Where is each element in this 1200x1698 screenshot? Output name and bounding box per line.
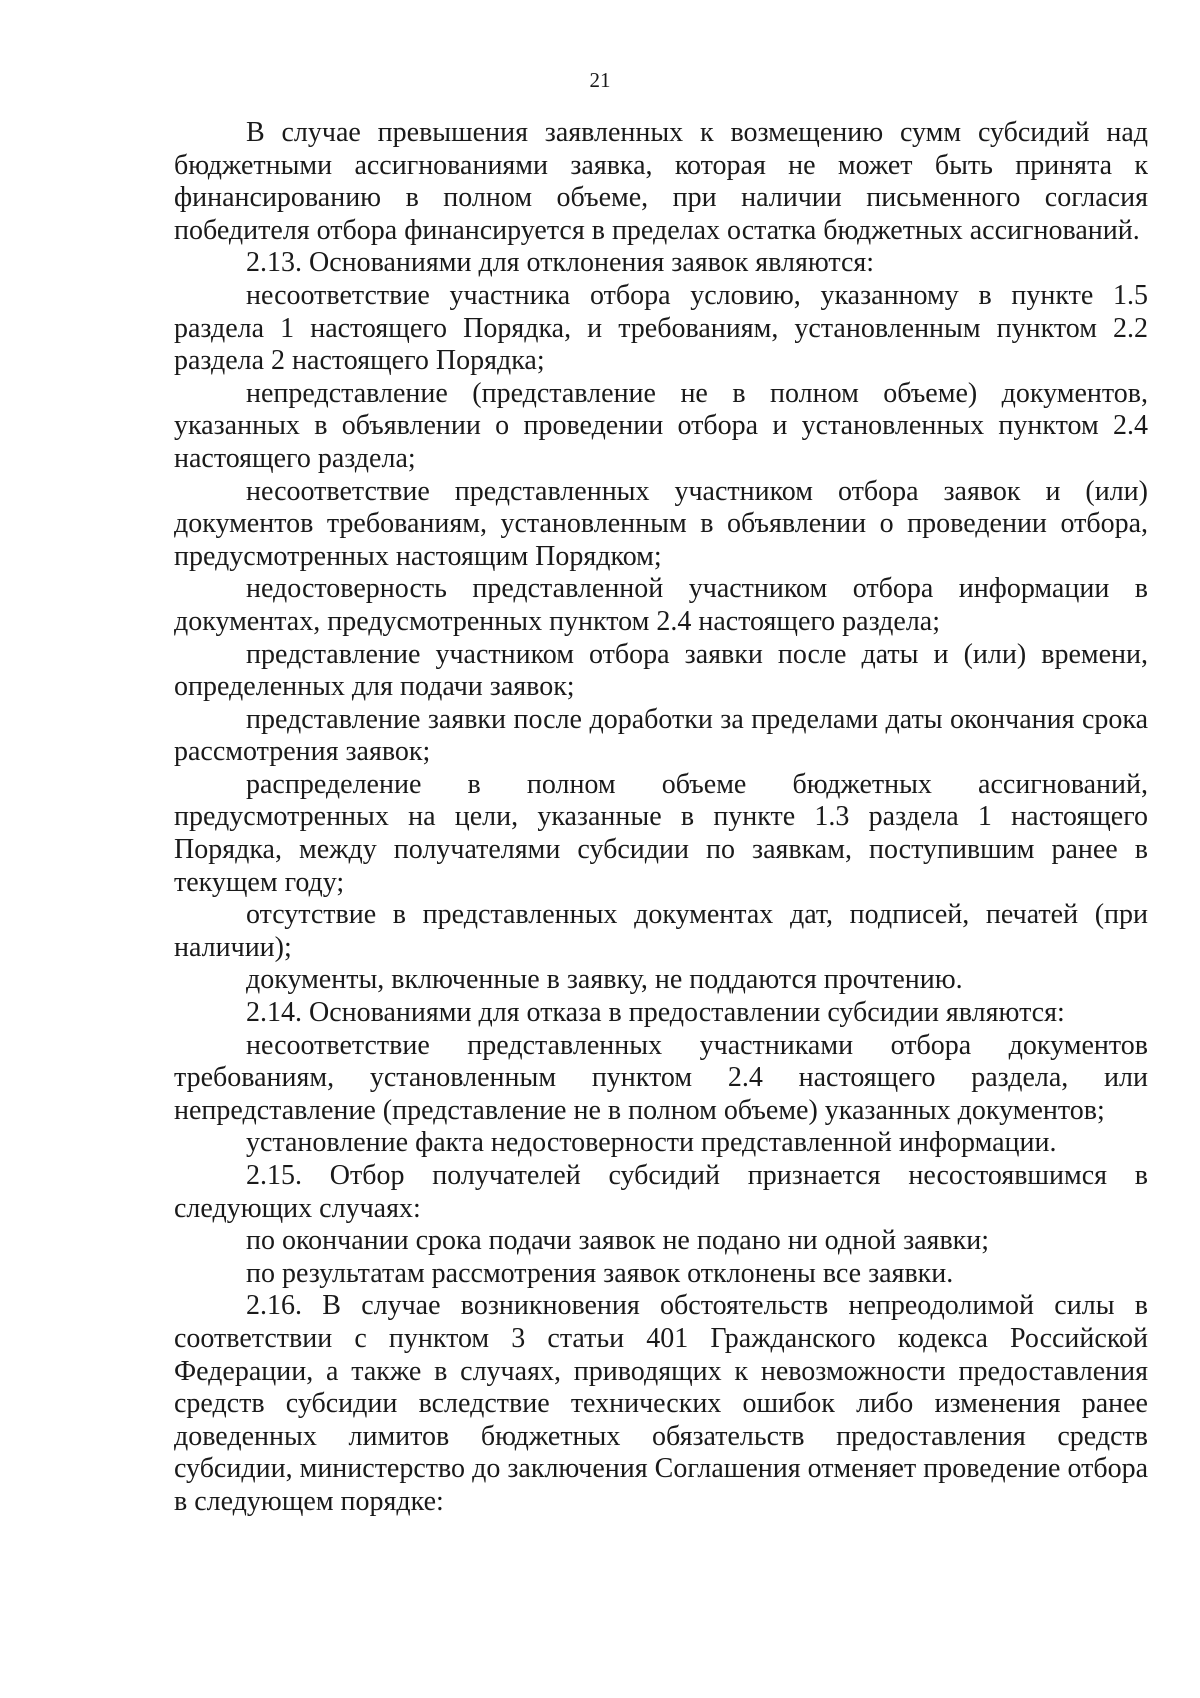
paragraph-2-14-heading: 2.14. Основаниями для отказа в предоставлении субсидии являются: <box>246 997 1065 1029</box>
page-number: 21 <box>589 68 611 92</box>
list-item: непредставление (представление не в полном объеме) документов, указанных в объявлении о проведении отбора и установленных пунктом 2.4 настоящего раздела; <box>174 377 1148 474</box>
document-body <box>174 117 1148 1519</box>
list-item: представление участником отбора заявки после даты и (или) времени, определенных для подачи заявок; <box>174 638 1148 703</box>
list-item: распределение в полном объеме бюджетных ассигнований, предусмотренных на цели, указанные в пункте 1.3 раздела 1 настоящего Порядка, между получателями субсидии по заявкам, поступившим ранее в текущем году; <box>174 768 1148 898</box>
list-item: недостоверность представленной участником отбора информации в документах, предусмотренных пунктом 2.4 настоящего раздела; <box>174 573 1148 637</box>
list-item: несоответствие представленных участниками отбора документов требованиям, установленным пунктом 2.4 настоящего раздела, или непредставление (представление не в полном объеме) указанных документов; <box>174 1029 1148 1126</box>
paragraph-2-13-heading: 2.13. Основаниями для отклонения заявок являются: <box>246 247 875 279</box>
list-item: представление заявки после доработки за пределами даты окончания срока рассмотрения заявок; <box>174 703 1148 768</box>
paragraph-budget-excess: В случае превышения заявленных к возмещению сумм субсидий над бюджетными ассигнованиями заявка, которая не может быть принята к финансированию в полном объеме, при наличии письменного согласия победителя отбора финансируется в пределах остатка бюджетных ассигнований. <box>174 117 1148 246</box>
list-item: отсутствие в представленных документах дат, подписей, печатей (при наличии); <box>174 899 1148 963</box>
list-item: документы, включенные в заявку, не поддаются прочтению. <box>246 964 963 996</box>
paragraph-2-16: 2.16. В случае возникновения обстоятельств непреодолимой силы в соответствии с пунктом 3 статьи 401 Гражданского кодекса Российской Федерации, а также в случаях, приводящих к невозможности предоставления средств субсидии вследствие технических ошибок либо изменения ранее доведенных лимитов бюджетных обязательств предоставления средств субсидии, министерство до заключения Соглашения отменяет проведение отбора в следующем порядке: <box>174 1290 1148 1517</box>
list-item: несоответствие участника отбора условию, указанному в пункте 1.5 раздела 1 настоящего Порядка, и требованиям, установленным пунктом 2.2 раздела 2 настоящего Порядка; <box>174 279 1148 377</box>
list-item: по окончании срока подачи заявок не подано ни одной заявки; <box>246 1225 990 1257</box>
paragraph-2-15-heading: 2.15. Отбор получателей субсидий признается несостоявшимся в следующих случаях: <box>174 1160 1148 1224</box>
list-item: несоответствие представленных участником отбора заявок и (или) документов требованиям, установленным в объявлении о проведении отбора, предусмотренных настоящим Порядком; <box>174 475 1148 572</box>
list-item: установление факта недостоверности представленной информации. <box>246 1127 1057 1159</box>
list-item: по результатам рассмотрения заявок отклонены все заявки. <box>246 1257 954 1289</box>
